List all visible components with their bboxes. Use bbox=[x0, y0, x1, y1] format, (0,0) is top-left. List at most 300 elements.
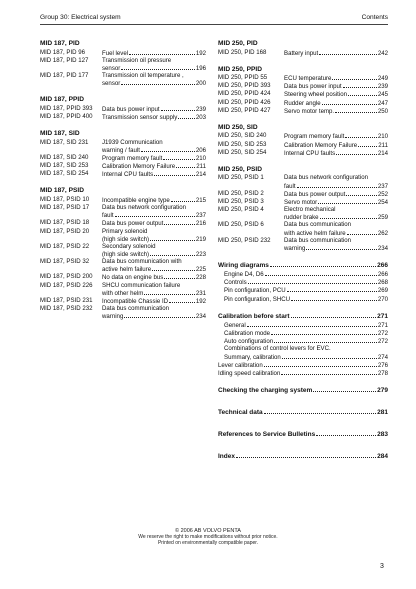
entry-line bbox=[102, 250, 206, 258]
page-ref: 203 bbox=[195, 113, 206, 121]
entry-text: Primary solenoid bbox=[102, 227, 148, 235]
entry-description bbox=[102, 154, 206, 162]
entry-line bbox=[284, 229, 388, 237]
chapter-line[interactable] bbox=[218, 261, 388, 270]
page-ref: 283 bbox=[377, 431, 388, 439]
header-rule bbox=[40, 24, 388, 25]
dot-leader bbox=[346, 190, 377, 196]
dot-leader bbox=[121, 79, 195, 85]
entry-text: Data bus power input bbox=[284, 83, 342, 91]
page-ref: 225 bbox=[195, 266, 206, 274]
page-ref: 266 bbox=[377, 261, 388, 269]
dot-leader bbox=[319, 49, 377, 55]
page-ref: 211 bbox=[196, 163, 206, 171]
entry-description bbox=[102, 162, 206, 170]
dot-leader bbox=[322, 99, 377, 105]
entry-description bbox=[102, 139, 206, 154]
dot-leader bbox=[335, 107, 377, 113]
toc-entry[interactable] bbox=[218, 141, 388, 149]
toc-entry[interactable] bbox=[40, 204, 206, 219]
entry-description bbox=[284, 132, 388, 140]
page-ref: 279 bbox=[377, 387, 388, 395]
dot-leader bbox=[336, 149, 377, 155]
dot-leader bbox=[287, 286, 377, 292]
page-ref: 200 bbox=[195, 80, 206, 88]
page-ref: 269 bbox=[377, 287, 388, 295]
fault-code: MID 187, PID 96 bbox=[40, 48, 86, 56]
entry-line bbox=[284, 149, 388, 157]
entry-description bbox=[102, 57, 206, 72]
entry-line bbox=[102, 289, 206, 297]
toc-entry[interactable] bbox=[40, 154, 206, 162]
dot-leader bbox=[348, 90, 377, 96]
toc-entry[interactable] bbox=[40, 258, 206, 273]
toc-entry[interactable] bbox=[40, 282, 206, 297]
entry-description bbox=[102, 228, 206, 243]
chapter-line[interactable] bbox=[218, 408, 388, 417]
entry-text: fault bbox=[102, 212, 114, 220]
subsection-line[interactable] bbox=[218, 369, 388, 377]
entry-description bbox=[102, 49, 206, 57]
page-ref: 214 bbox=[377, 149, 388, 157]
page-ref: 271 bbox=[377, 321, 388, 329]
entry-text: Servo motor bbox=[284, 198, 318, 206]
entry-text: Secondary solenoid bbox=[102, 242, 156, 250]
page-number: 3 bbox=[380, 563, 384, 570]
page-ref: 196 bbox=[195, 64, 206, 72]
dot-leader bbox=[169, 297, 195, 303]
toc-entry[interactable] bbox=[218, 49, 388, 57]
dot-leader bbox=[271, 329, 377, 335]
page-ref: 210 bbox=[195, 154, 206, 162]
dot-leader bbox=[178, 113, 195, 119]
entry-line bbox=[102, 196, 206, 204]
entry-description bbox=[102, 282, 206, 297]
page-ref: 252 bbox=[377, 190, 388, 198]
page-ref: 206 bbox=[195, 146, 206, 154]
entry-line bbox=[102, 79, 206, 87]
dot-leader bbox=[176, 162, 195, 168]
subsection-text: Summary, calibration bbox=[224, 353, 281, 361]
entry-text: Battery input bbox=[284, 49, 319, 57]
fault-code: MID 187, PSID 226 bbox=[40, 281, 93, 289]
dot-leader bbox=[164, 273, 195, 279]
entry-description bbox=[284, 174, 388, 189]
toc-entry[interactable] bbox=[40, 297, 206, 305]
entry-description bbox=[284, 237, 388, 252]
entry-line bbox=[284, 107, 388, 115]
subsection-line[interactable] bbox=[218, 345, 388, 352]
entry-description bbox=[102, 113, 206, 121]
entry-description bbox=[102, 204, 206, 219]
subsection-text: Pin configuration, PCU bbox=[224, 287, 286, 295]
entry-description bbox=[102, 72, 206, 87]
entry-line bbox=[102, 49, 206, 57]
entry-text: warning bbox=[284, 244, 306, 252]
entry-description bbox=[284, 206, 388, 221]
entry-text: Steering wheel position bbox=[284, 91, 348, 99]
entry-text: Data bus communication with bbox=[102, 258, 182, 266]
entry-text: Data bus power output bbox=[284, 190, 346, 198]
fault-code: MID 250, PID 168 bbox=[218, 48, 267, 56]
fault-code-section bbox=[40, 130, 206, 178]
page-ref: 254 bbox=[377, 198, 388, 206]
dot-leader bbox=[264, 361, 377, 367]
entry-text: SHCU communication failure bbox=[102, 281, 181, 289]
entry-line bbox=[284, 49, 388, 57]
page-ref: 250 bbox=[377, 107, 388, 115]
page-header bbox=[40, 14, 388, 21]
fault-code-section bbox=[40, 187, 206, 320]
entry-text: Data bus communication bbox=[284, 221, 352, 229]
fault-code: MID 250, SID 240 bbox=[218, 132, 267, 140]
entry-text: Data bus power output bbox=[102, 220, 164, 228]
entry-description bbox=[102, 297, 206, 305]
toc-entry[interactable] bbox=[218, 149, 388, 157]
page-ref: 216 bbox=[195, 220, 206, 228]
entry-text: Program memory fault bbox=[284, 133, 345, 141]
fault-code: MID 187, SID 231 bbox=[40, 138, 89, 146]
toc-entry[interactable] bbox=[218, 74, 388, 82]
page-ref: 270 bbox=[377, 295, 388, 303]
dot-leader bbox=[282, 353, 377, 359]
subsection-line[interactable] bbox=[218, 278, 388, 286]
entry-description bbox=[284, 49, 388, 57]
entry-text: (high side switch) bbox=[102, 250, 150, 258]
toc-entry[interactable] bbox=[40, 72, 206, 87]
toc-entry[interactable] bbox=[40, 170, 206, 178]
toc-entry[interactable] bbox=[40, 243, 206, 258]
dot-leader bbox=[150, 235, 195, 241]
subsection-text: Auto configuration bbox=[224, 338, 274, 346]
dot-leader bbox=[306, 244, 376, 250]
section-heading: MID 250, PPID bbox=[218, 65, 262, 73]
section-heading: MID 187, PID bbox=[40, 40, 80, 47]
page-ref: 268 bbox=[377, 279, 388, 287]
toc-entry[interactable] bbox=[40, 105, 206, 113]
entry-description bbox=[102, 273, 206, 281]
toc-chapter bbox=[218, 261, 388, 303]
left-column bbox=[40, 40, 206, 329]
entry-line bbox=[102, 235, 206, 243]
page-ref: 231 bbox=[195, 289, 206, 297]
fault-code-section bbox=[40, 40, 206, 87]
dot-leader bbox=[121, 64, 195, 70]
entry-text: Servo motor temp. bbox=[284, 107, 335, 115]
entry-text: fault bbox=[284, 182, 296, 190]
entry-description bbox=[102, 305, 206, 320]
subsection-line[interactable] bbox=[218, 270, 388, 278]
fault-code: MID 187, PSID 22 bbox=[40, 242, 90, 250]
fault-code-section bbox=[218, 66, 388, 115]
page-ref: 234 bbox=[195, 313, 206, 321]
fault-code: MID 250, PSID 1 bbox=[218, 174, 264, 182]
entry-text: Incompatible engine type bbox=[102, 196, 170, 204]
dot-leader bbox=[316, 430, 376, 436]
page-ref: 242 bbox=[377, 49, 388, 57]
fault-code: MID 187, SID 253 bbox=[40, 162, 89, 170]
dot-leader bbox=[345, 132, 377, 138]
page-ref: 192 bbox=[195, 297, 206, 305]
chapter-line[interactable] bbox=[218, 452, 388, 461]
subsection-text: Combinations of control levers for EVC. bbox=[224, 345, 331, 353]
entry-text: Calibration Memory Failure bbox=[102, 163, 176, 171]
page-ref: 223 bbox=[195, 250, 206, 258]
chapter-text: Technical data bbox=[218, 409, 263, 417]
toc-entry[interactable] bbox=[218, 198, 388, 206]
entry-text: Fuel level bbox=[102, 49, 129, 57]
subsection-text: Calibration mode bbox=[224, 329, 271, 337]
fault-code: MID 187, PSID 232 bbox=[40, 305, 93, 313]
entry-line bbox=[102, 312, 206, 320]
fault-code: MID 250, PPID 424 bbox=[218, 90, 271, 98]
entry-line bbox=[284, 182, 388, 190]
page-ref: 276 bbox=[377, 361, 388, 369]
entry-text: Internal CPU faults bbox=[284, 149, 336, 157]
dot-leader bbox=[161, 105, 195, 111]
page-ref: 215 bbox=[195, 196, 206, 204]
fault-code: MID 250, PPID 427 bbox=[218, 106, 271, 114]
entry-line bbox=[102, 273, 206, 281]
entry-description bbox=[284, 82, 388, 90]
dot-leader bbox=[163, 154, 195, 160]
dot-leader bbox=[152, 265, 195, 271]
entry-line bbox=[102, 105, 206, 113]
fault-code: MID 250, PSID 2 bbox=[218, 189, 264, 197]
dot-leader bbox=[297, 182, 377, 188]
entry-text: sensor bbox=[102, 80, 121, 88]
fault-code: MID 250, PPID 55 bbox=[218, 74, 268, 82]
dot-leader bbox=[291, 312, 377, 318]
page-ref: 192 bbox=[195, 49, 206, 57]
dot-leader bbox=[124, 312, 194, 318]
header-chapter: Group 30: Electrical system bbox=[40, 14, 121, 21]
entry-text: J1939 Communication bbox=[102, 138, 163, 146]
subsection-line[interactable] bbox=[218, 321, 388, 329]
entry-text: Transmission oil pressure bbox=[102, 56, 172, 64]
entry-description bbox=[102, 243, 206, 258]
entry-line bbox=[284, 190, 388, 198]
dot-leader bbox=[343, 82, 377, 88]
toc-entry[interactable] bbox=[40, 49, 206, 57]
section-heading: MID 187, PPID bbox=[40, 96, 84, 104]
page-ref: 237 bbox=[377, 182, 388, 190]
dot-leader bbox=[313, 386, 376, 392]
fault-code: MID 187, SID 240 bbox=[40, 153, 89, 161]
toc-entry[interactable] bbox=[40, 196, 206, 204]
dot-leader bbox=[141, 146, 195, 152]
page-ref: 234 bbox=[377, 244, 388, 252]
entry-text: sensor bbox=[102, 64, 121, 72]
page-ref: 228 bbox=[195, 274, 206, 282]
section-heading: MID 187, SID bbox=[40, 130, 80, 138]
entry-line bbox=[102, 162, 206, 170]
fault-code-section bbox=[40, 96, 206, 121]
subsection-text: General bbox=[224, 321, 246, 329]
subsection-line[interactable] bbox=[218, 361, 388, 369]
fault-code: MID 187, PSID 18 bbox=[40, 219, 90, 227]
entry-description bbox=[102, 170, 206, 178]
subsection-text: Lever calibration bbox=[218, 361, 263, 369]
page-ref: 278 bbox=[377, 370, 388, 377]
entry-text: with other helm bbox=[102, 289, 144, 297]
page-ref: 211 bbox=[378, 141, 388, 149]
fault-code: MID 187, PSID 200 bbox=[40, 273, 93, 281]
entry-line bbox=[284, 141, 388, 149]
toc-entry[interactable] bbox=[40, 273, 206, 281]
subsection-line[interactable] bbox=[218, 286, 388, 294]
entry-description bbox=[284, 141, 388, 149]
entry-line bbox=[102, 297, 206, 305]
dot-leader bbox=[248, 278, 377, 284]
fault-code: MID 250, PSID 4 bbox=[218, 206, 264, 214]
toc-entry[interactable] bbox=[40, 113, 206, 121]
section-heading: MID 250, PSID bbox=[218, 165, 262, 173]
subsection-text: Engine D4, D6 bbox=[224, 270, 264, 278]
chapter-text: References to Service Bulletins bbox=[218, 431, 316, 439]
toc-entry[interactable] bbox=[218, 107, 388, 115]
entry-text: with active helm failure bbox=[284, 229, 346, 237]
dot-leader bbox=[164, 219, 195, 225]
entry-text: rudder brake bbox=[284, 214, 319, 222]
fault-code-section bbox=[218, 124, 388, 157]
subsection-line[interactable] bbox=[218, 353, 388, 361]
entry-text: Data bus communication bbox=[102, 305, 170, 313]
entry-text: warning / fault bbox=[102, 146, 140, 154]
fault-code: MID 250, PPID 393 bbox=[218, 82, 271, 90]
entry-line bbox=[284, 99, 388, 107]
entry-description bbox=[284, 198, 388, 206]
chapter-text: Calibration before start bbox=[218, 312, 290, 320]
dot-leader bbox=[236, 452, 376, 458]
dot-leader bbox=[115, 211, 195, 217]
subsection-line[interactable] bbox=[218, 329, 388, 337]
page-ref: 274 bbox=[377, 353, 388, 361]
page-ref: 271 bbox=[377, 312, 388, 320]
right-column bbox=[218, 40, 388, 474]
entry-description bbox=[284, 74, 388, 82]
entry-description bbox=[284, 99, 388, 107]
entry-description bbox=[284, 221, 388, 236]
fault-code: MID 187, PPID 400 bbox=[40, 112, 93, 120]
entry-text: Program memory fault bbox=[102, 154, 163, 162]
toc-entry[interactable] bbox=[218, 221, 388, 236]
toc-entry[interactable] bbox=[40, 305, 206, 320]
toc-entry[interactable] bbox=[40, 219, 206, 227]
fault-code: MID 250, PPID 426 bbox=[218, 98, 271, 106]
entry-text: warning bbox=[102, 313, 124, 321]
footer-notice: We reserve the right to make modifications without prior notice. bbox=[138, 534, 278, 540]
toc-entry[interactable] bbox=[218, 174, 388, 189]
fault-code: MID 187, PID 127 bbox=[40, 56, 89, 64]
toc-entry[interactable] bbox=[218, 190, 388, 198]
dot-leader bbox=[358, 141, 377, 147]
fault-code: MID 187, PSID 20 bbox=[40, 227, 90, 235]
fault-code: MID 187, PSID 17 bbox=[40, 204, 90, 212]
toc-entry[interactable] bbox=[218, 82, 388, 90]
chapter-line[interactable] bbox=[218, 386, 388, 395]
toc-entry[interactable] bbox=[218, 99, 388, 107]
entry-line bbox=[102, 170, 206, 178]
entry-description bbox=[284, 190, 388, 198]
dot-leader bbox=[274, 337, 377, 343]
page-ref: 247 bbox=[377, 99, 388, 107]
entry-line bbox=[284, 213, 388, 221]
page-ref: 237 bbox=[195, 212, 206, 220]
copyright: © 2006 AB VOLVO PENTA bbox=[175, 528, 241, 534]
chapter-text: Index bbox=[218, 453, 235, 461]
fault-code: MID 250, PSID 3 bbox=[218, 197, 264, 205]
subsection-line[interactable] bbox=[218, 337, 388, 345]
dot-leader bbox=[154, 170, 195, 176]
fault-code: MID 250, PSID 232 bbox=[218, 236, 271, 244]
toc-entry[interactable] bbox=[218, 90, 388, 98]
subsection-text: Controls bbox=[224, 279, 247, 287]
page-ref: 262 bbox=[377, 229, 388, 237]
entry-line bbox=[102, 211, 206, 219]
entry-text: Transmission sensor supply bbox=[102, 113, 178, 121]
entry-text: Data bus power input bbox=[102, 105, 160, 113]
entry-description bbox=[284, 90, 388, 98]
entry-text: Electro mechanical bbox=[284, 206, 336, 214]
entry-line bbox=[284, 90, 388, 98]
page-ref: 284 bbox=[377, 453, 388, 461]
entry-line bbox=[284, 244, 388, 252]
subsection-line[interactable] bbox=[218, 295, 388, 303]
chapter-line[interactable] bbox=[218, 312, 388, 321]
fault-code: MID 187, PSID 32 bbox=[40, 258, 90, 266]
section-heading: MID 250, PID bbox=[218, 40, 258, 47]
chapter-line[interactable] bbox=[218, 430, 388, 439]
section-heading: MID 250, SID bbox=[218, 123, 258, 131]
fault-code: MID 250, SID 254 bbox=[218, 148, 267, 156]
toc-entry[interactable] bbox=[218, 237, 388, 252]
page-ref: 281 bbox=[377, 409, 388, 417]
entry-text: Transmission oil temperature , bbox=[102, 71, 184, 79]
page-ref: 249 bbox=[377, 75, 388, 83]
entry-description bbox=[102, 258, 206, 273]
page-ref: 210 bbox=[377, 133, 388, 141]
entry-line bbox=[284, 132, 388, 140]
entry-text: active helm failure bbox=[102, 266, 152, 274]
entry-text: (high side switch) bbox=[102, 235, 150, 243]
entry-text: Data bus network configuration bbox=[284, 174, 369, 182]
fault-code: MID 187, PSID 231 bbox=[40, 296, 93, 304]
entry-line bbox=[284, 82, 388, 90]
page-ref: 239 bbox=[377, 83, 388, 91]
toc-entry[interactable] bbox=[218, 132, 388, 140]
entry-text: Incompatible Chassie ID bbox=[102, 297, 169, 305]
dot-leader bbox=[270, 261, 376, 267]
dot-leader bbox=[129, 49, 195, 55]
fault-code: MID 187, SID 254 bbox=[40, 170, 89, 178]
toc-entry[interactable] bbox=[40, 228, 206, 243]
entry-description bbox=[284, 149, 388, 157]
toc-entry[interactable] bbox=[40, 162, 206, 170]
entry-text: Rudder angle bbox=[284, 99, 321, 107]
fault-code: MID 187, PSID 10 bbox=[40, 195, 90, 203]
entry-text: ECU temperature bbox=[284, 75, 332, 83]
toc-entry[interactable] bbox=[40, 57, 206, 72]
page-ref: 272 bbox=[377, 338, 388, 346]
toc-entry[interactable] bbox=[40, 139, 206, 154]
page-ref: 259 bbox=[377, 214, 388, 222]
dot-leader bbox=[318, 198, 377, 204]
dot-leader bbox=[144, 289, 195, 295]
fault-code-section bbox=[218, 166, 388, 252]
toc-entry[interactable] bbox=[218, 206, 388, 221]
dot-leader bbox=[171, 196, 195, 202]
